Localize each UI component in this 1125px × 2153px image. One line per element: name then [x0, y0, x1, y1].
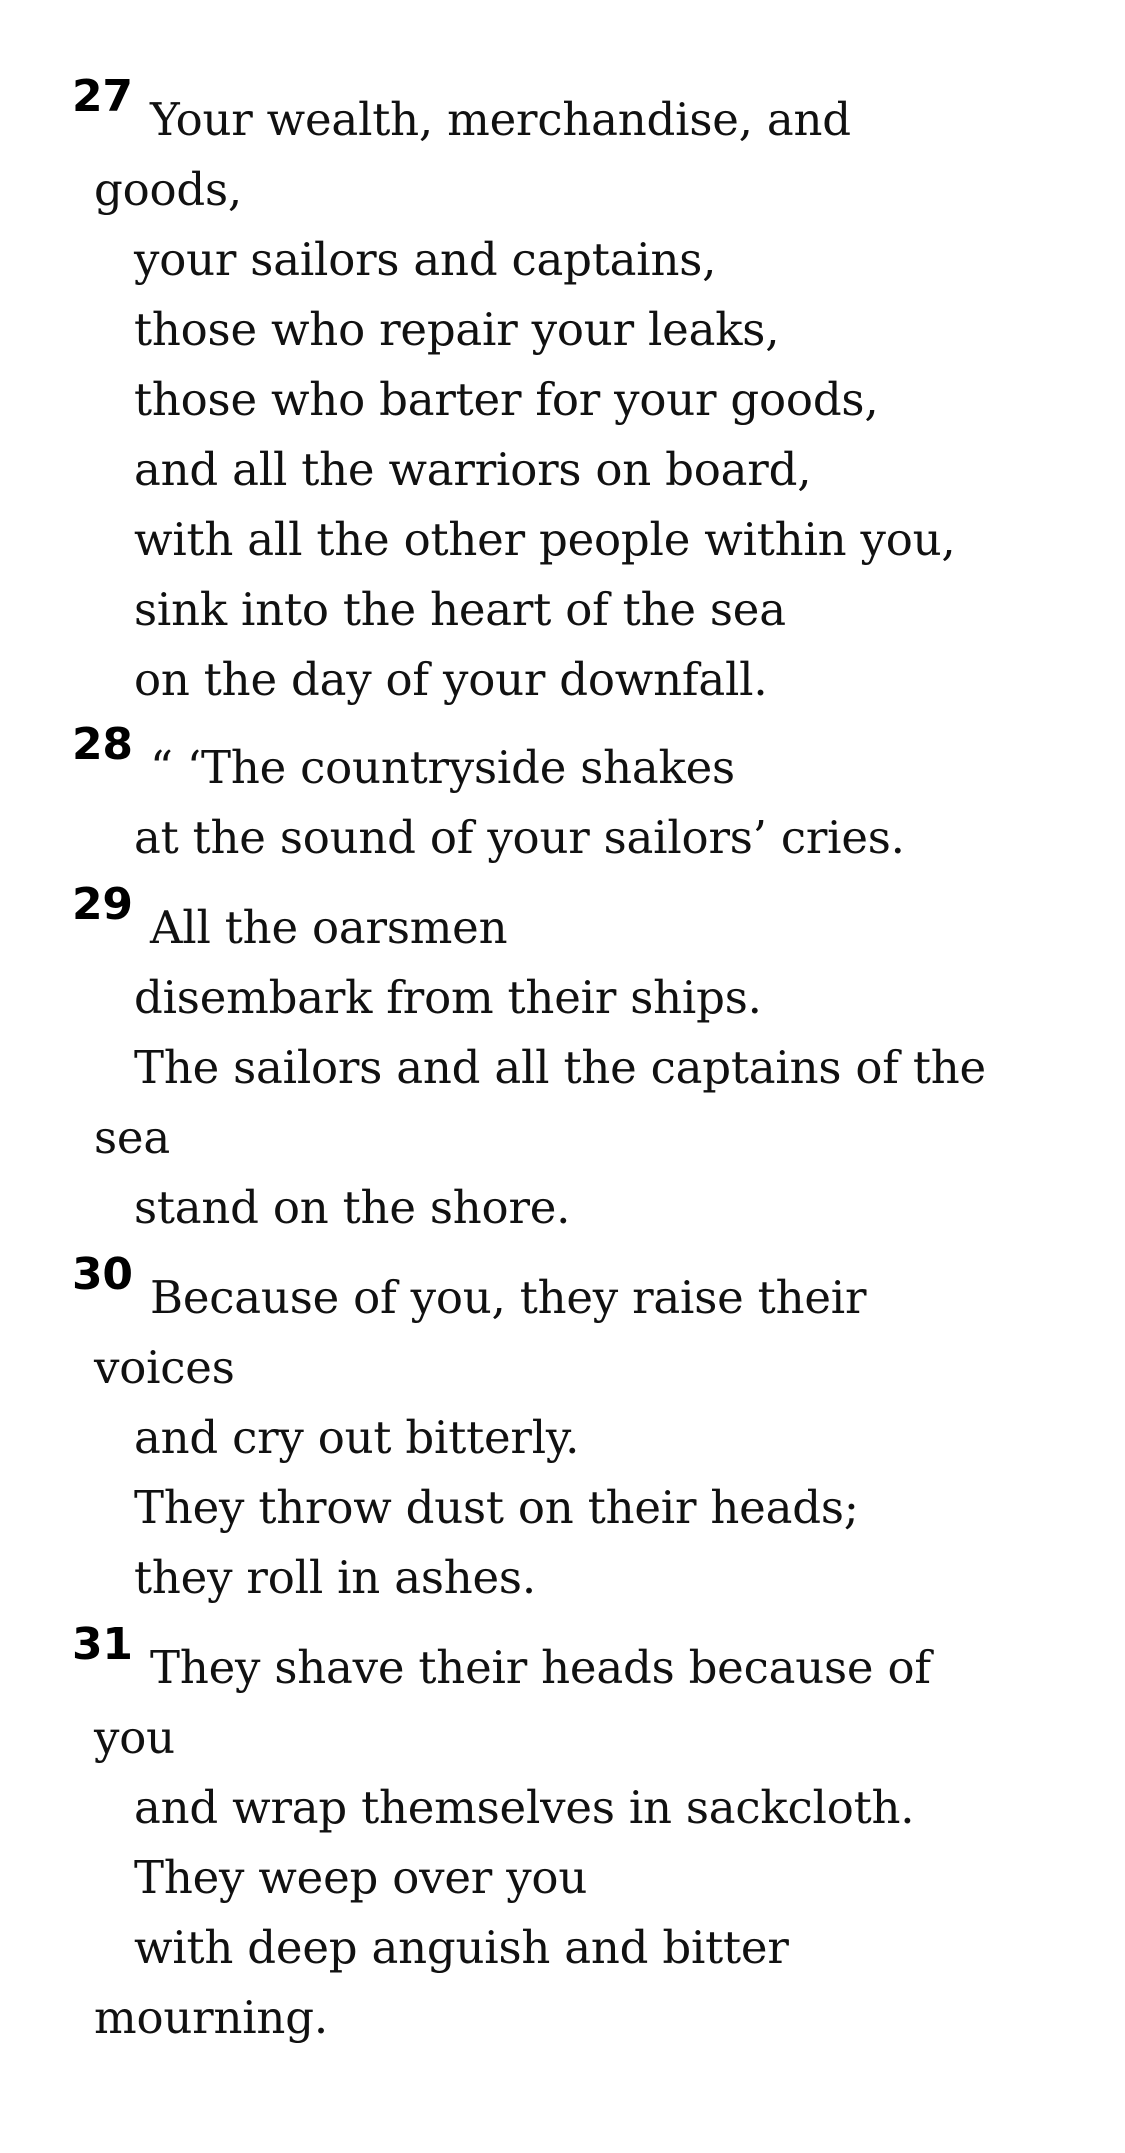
- verse-number: 30: [72, 1249, 133, 1300]
- verse-line: stand on the shore.: [134, 1181, 571, 1234]
- verse-text: All the oarsmen: [150, 901, 508, 954]
- verse-first-line: [72, 71, 1085, 155]
- verse-first-line: [72, 1619, 1085, 1703]
- verse-line: on the day of your downfall.: [134, 653, 768, 706]
- verse-30: [72, 1249, 1085, 1613]
- verse-text: They shave their heads because of: [150, 1641, 931, 1694]
- verse-27: [72, 71, 1085, 715]
- verse-line: and all the warriors on board,: [134, 443, 812, 496]
- verse-31: [72, 1619, 1085, 2053]
- verse-29: [72, 879, 1085, 1243]
- verse-line: you: [94, 1711, 175, 1764]
- verse-text: Because of you, they raise their: [150, 1271, 867, 1324]
- verse-line: They throw dust on their heads;: [134, 1481, 859, 1534]
- verse-number: 27: [72, 71, 133, 122]
- verse-line: those who repair your leaks,: [134, 303, 780, 356]
- verse-28: [72, 719, 1085, 873]
- verse-line: your sailors and captains,: [134, 233, 717, 286]
- verse-line: voices: [94, 1341, 235, 1394]
- verse-text: “ ‘The countryside shakes: [150, 741, 735, 794]
- verse-line: mourning.: [94, 1991, 328, 2044]
- verse-line: they roll in ashes.: [134, 1551, 536, 1604]
- verse-line: those who barter for your goods,: [134, 373, 879, 426]
- verse-text: Your wealth, merchandise, and: [150, 93, 851, 146]
- verse-line: sink into the heart of the sea: [134, 583, 786, 636]
- verse-number: 28: [72, 719, 133, 770]
- verse-line: The sailors and all the captains of the: [134, 1041, 986, 1094]
- verse-line: disembark from their ships.: [134, 971, 762, 1024]
- verse-line: goods,: [94, 163, 242, 216]
- verse-first-line: [72, 879, 1085, 963]
- verse-line: sea: [94, 1111, 170, 1164]
- verse-line: with deep anguish and bitter: [134, 1921, 789, 1974]
- verse-first-line: [72, 1249, 1085, 1333]
- verse-line: They weep over you: [134, 1851, 588, 1904]
- verse-line: with all the other people within you,: [134, 513, 956, 566]
- verse-line: and wrap themselves in sackcloth.: [134, 1781, 915, 1834]
- verse-line: at the sound of your sailors’ cries.: [134, 811, 905, 864]
- verse-line: and cry out bitterly.: [134, 1411, 580, 1464]
- verse-first-line: [72, 719, 1085, 803]
- verse-number: 31: [72, 1619, 133, 1670]
- verse-number: 29: [72, 879, 133, 930]
